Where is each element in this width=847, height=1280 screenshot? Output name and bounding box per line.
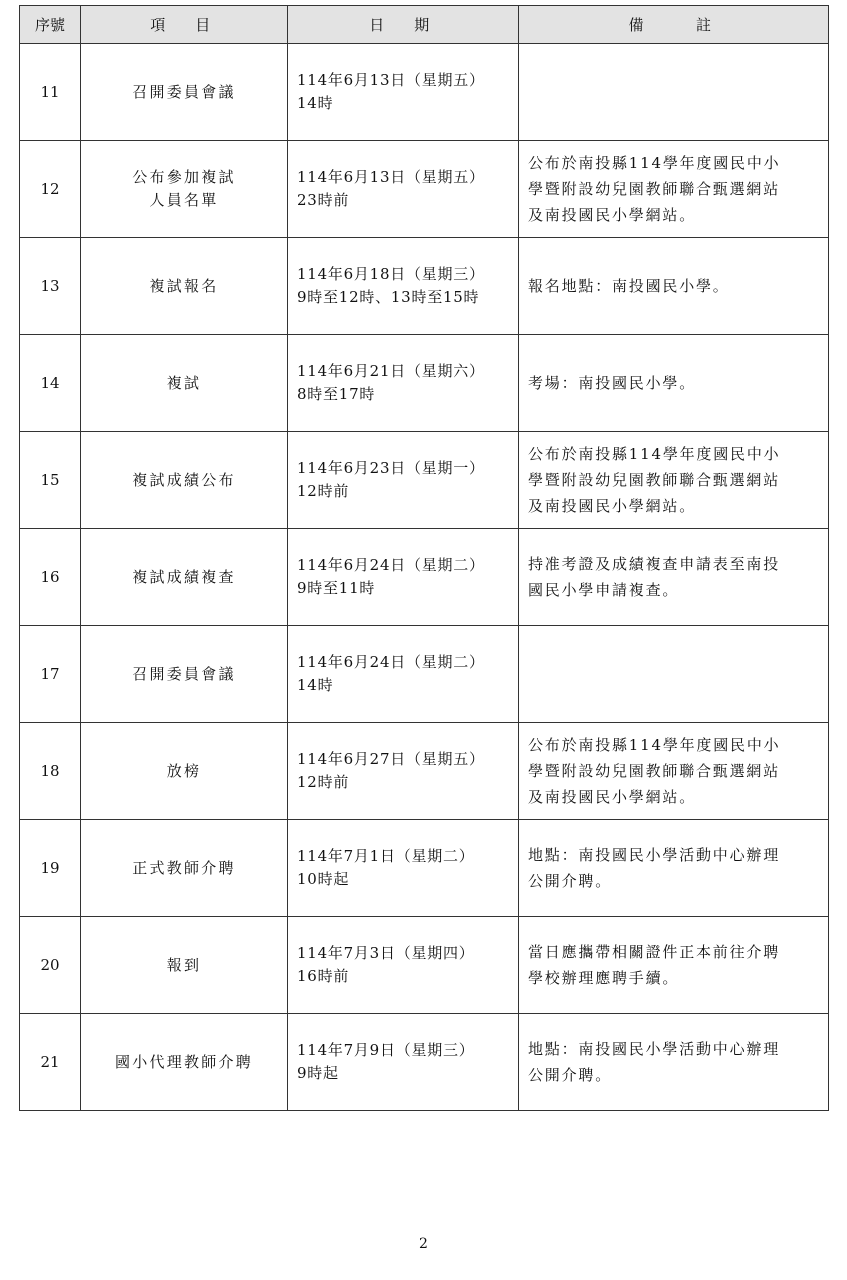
row-item <box>81 626 288 723</box>
row-note-line: 當日應攜帶相關證件正本前往介聘 <box>528 943 781 961</box>
table-row <box>20 141 829 238</box>
row-date-line: 14時 <box>297 676 334 694</box>
row-date-line: 114年7月3日（星期四） <box>297 944 475 962</box>
row-note-line: 公開介聘。 <box>528 872 613 890</box>
row-date <box>288 917 519 1014</box>
table-row <box>20 44 829 141</box>
row-item <box>81 1014 288 1111</box>
row-number: 16 <box>20 529 81 626</box>
row-date <box>288 723 519 820</box>
table-row <box>20 723 829 820</box>
row-item <box>81 141 288 238</box>
page-number: 2 <box>419 1236 428 1252</box>
header-no: 序號 <box>20 6 81 44</box>
row-date-line: 114年7月9日（星期三） <box>297 1041 475 1059</box>
row-date-line: 114年6月13日（星期五） <box>297 71 485 89</box>
table-row <box>20 529 829 626</box>
row-note-line: 公布於南投縣114學年度國民中小 <box>528 445 781 463</box>
table-row <box>20 335 829 432</box>
row-date-line: 16時前 <box>297 967 350 985</box>
row-note-line: 及南投國民小學網站。 <box>528 206 697 224</box>
row-note <box>519 432 829 529</box>
table-header <box>20 6 829 44</box>
row-date-line: 14時 <box>297 94 334 112</box>
row-note-line: 地點：南投國民小學活動中心辦理 <box>528 1040 781 1058</box>
row-date-line: 12時前 <box>297 482 350 500</box>
row-note-line: 地點：南投國民小學活動中心辦理 <box>528 846 781 864</box>
row-number: 14 <box>20 335 81 432</box>
table-row <box>20 238 829 335</box>
row-note <box>519 917 829 1014</box>
row-date-line: 114年6月18日（星期三） <box>297 265 485 283</box>
table-row <box>20 1014 829 1111</box>
row-note-line: 學暨附設幼兒園教師聯合甄選網站 <box>528 762 781 780</box>
row-item-line: 公布參加複試 <box>132 168 236 186</box>
row-item-line: 人員名單 <box>149 191 219 209</box>
row-item-line: 複試 <box>166 373 202 392</box>
row-note-line: 公布於南投縣114學年度國民中小 <box>528 736 781 754</box>
table-row <box>20 626 829 723</box>
row-note-line: 學暨附設幼兒園教師聯合甄選網站 <box>528 180 781 198</box>
row-date-line: 114年6月13日（星期五） <box>297 168 485 186</box>
row-date <box>288 238 519 335</box>
row-note-line: 公開介聘。 <box>528 1066 613 1084</box>
row-note <box>519 820 829 917</box>
row-item <box>81 820 288 917</box>
row-date <box>288 1014 519 1111</box>
row-date <box>288 44 519 141</box>
header-date: 日 期 <box>288 6 519 44</box>
row-item <box>81 723 288 820</box>
row-item <box>81 917 288 1014</box>
row-note-line: 學暨附設幼兒園教師聯合甄選網站 <box>528 471 781 489</box>
row-number: 18 <box>20 723 81 820</box>
row-item-line: 國小代理教師介聘 <box>114 1052 253 1071</box>
table-body <box>20 44 829 1111</box>
row-number: 11 <box>20 44 81 141</box>
row-note <box>519 529 829 626</box>
row-date-line: 114年6月24日（星期二） <box>297 556 485 574</box>
row-note <box>519 141 829 238</box>
row-note-line: 學校辦理應聘手續。 <box>528 969 680 987</box>
header-note: 備 註 <box>519 6 829 44</box>
row-date-line: 9時至11時 <box>297 579 376 597</box>
row-item-line: 複試報名 <box>149 276 219 295</box>
row-note <box>519 238 829 335</box>
header-item: 項 目 <box>81 6 288 44</box>
row-item-line: 放榜 <box>166 761 202 780</box>
row-number: 21 <box>20 1014 81 1111</box>
row-number: 15 <box>20 432 81 529</box>
row-note <box>519 723 829 820</box>
row-item-line: 複試成績複查 <box>132 567 236 586</box>
row-number: 17 <box>20 626 81 723</box>
row-note-line: 國民小學申請複查。 <box>528 581 680 599</box>
row-date-line: 8時至17時 <box>297 385 376 403</box>
row-date-line: 12時前 <box>297 773 350 791</box>
row-date-line: 114年7月1日（星期二） <box>297 847 475 865</box>
schedule-table <box>19 5 829 1111</box>
row-date <box>288 141 519 238</box>
row-date-line: 10時起 <box>297 870 350 888</box>
row-date-line: 114年6月27日（星期五） <box>297 750 485 768</box>
row-item-line: 報到 <box>166 955 202 974</box>
row-date <box>288 335 519 432</box>
row-number: 19 <box>20 820 81 917</box>
row-note <box>519 1014 829 1111</box>
row-date <box>288 529 519 626</box>
row-number: 12 <box>20 141 81 238</box>
row-note-line: 公布於南投縣114學年度國民中小 <box>528 154 781 172</box>
row-date <box>288 432 519 529</box>
row-date-line: 9時至12時、13時至15時 <box>297 288 480 306</box>
row-date-line: 114年6月23日（星期一） <box>297 459 485 477</box>
row-item <box>81 238 288 335</box>
row-date-line: 114年6月21日（星期六） <box>297 362 485 380</box>
row-item <box>81 432 288 529</box>
row-number: 13 <box>20 238 81 335</box>
row-note <box>519 44 829 141</box>
row-item <box>81 335 288 432</box>
row-item-line: 召開委員會議 <box>132 82 236 101</box>
row-note-line: 持准考證及成績複查申請表至南投 <box>528 555 781 573</box>
row-item-line: 召開委員會議 <box>132 664 236 683</box>
table-row <box>20 917 829 1014</box>
row-date <box>288 626 519 723</box>
row-note <box>519 335 829 432</box>
row-item <box>81 44 288 141</box>
row-item-line: 複試成績公布 <box>132 470 236 489</box>
row-date-line: 114年6月24日（星期二） <box>297 653 485 671</box>
row-note <box>519 626 829 723</box>
row-date-line: 23時前 <box>297 191 350 209</box>
row-number: 20 <box>20 917 81 1014</box>
row-item-line: 正式教師介聘 <box>132 858 236 877</box>
table-row <box>20 432 829 529</box>
row-note-line: 及南投國民小學網站。 <box>528 497 697 515</box>
row-note-line: 考場：南投國民小學。 <box>528 374 697 392</box>
table-row <box>20 820 829 917</box>
row-date-line: 9時起 <box>297 1064 339 1082</box>
row-date <box>288 820 519 917</box>
row-item <box>81 529 288 626</box>
row-note-line: 報名地點：南投國民小學。 <box>528 277 730 295</box>
row-note-line: 及南投國民小學網站。 <box>528 788 697 806</box>
